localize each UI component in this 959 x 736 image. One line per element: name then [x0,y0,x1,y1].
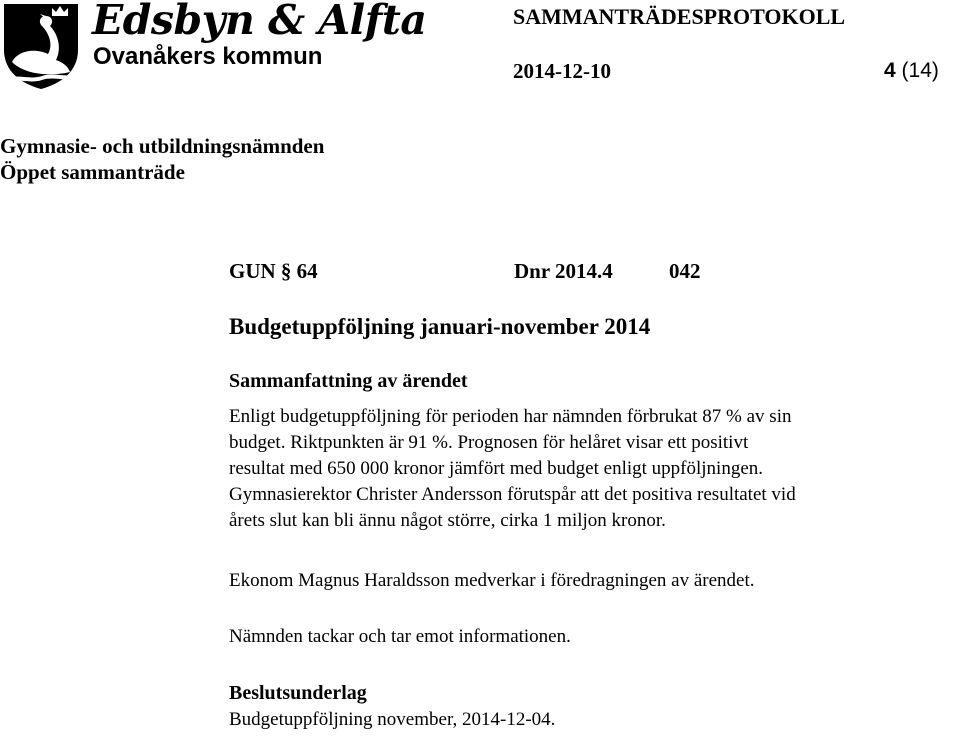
committee-name: Gymnasie- och utbildningsnämnden [0,134,325,158]
basis-heading: Beslutsunderlag [229,682,367,704]
economist-paragraph: Ekonom Magnus Haraldsson medverkar i föredragningen av ärendet. [229,570,755,591]
municipality-logo [2,0,427,92]
summary-paragraph [229,404,955,534]
diary-number: Dnr 2014.4 [514,259,613,283]
diary-subnumber: 042 [669,259,701,283]
summary-line: resultat med 650 000 kronor jämfört med budget enligt uppföljningen. [229,458,764,479]
page-current: 4 [884,59,896,82]
summary-line: årets slut kan bli ännu något större, cirka 1 miljon kronor. [229,510,666,531]
paragraph-reference: GUN § 64 [229,259,318,283]
logo-name: Edsbyn & Alfta [92,0,427,44]
summary-line: Enligt budgetuppföljning för perioden har nämnden förbrukat 87 % av sin [229,406,792,427]
document-type: SAMMANTRÄDESPROTOKOLL [513,4,846,29]
matter-title: Budgetuppföljning januari-november 2014 [229,314,651,339]
summary-line: Gymnasierektor Christer Andersson förutspår att det positiva resultatet vid [229,484,796,505]
committee-block [0,133,324,185]
page-total: (14) [901,59,939,82]
summary-line: budget. Riktpunkten är 91 %. Prognosen för helåret visar ett positivt [229,432,749,453]
document-date: 2014-12-10 [513,59,611,83]
summary-heading: Sammanfattning av ärendet [229,370,468,392]
thanks-paragraph: Nämnden tackar och tar emot informationen. [229,626,571,647]
logo-subtitle: Ovanåkers kommun [93,43,323,70]
meeting-type: Öppet sammanträde [0,160,185,184]
basis-text: Budgetuppföljning november, 2014-12-04. [229,709,556,730]
swan-crest-icon [2,2,80,90]
page-number [884,59,939,83]
